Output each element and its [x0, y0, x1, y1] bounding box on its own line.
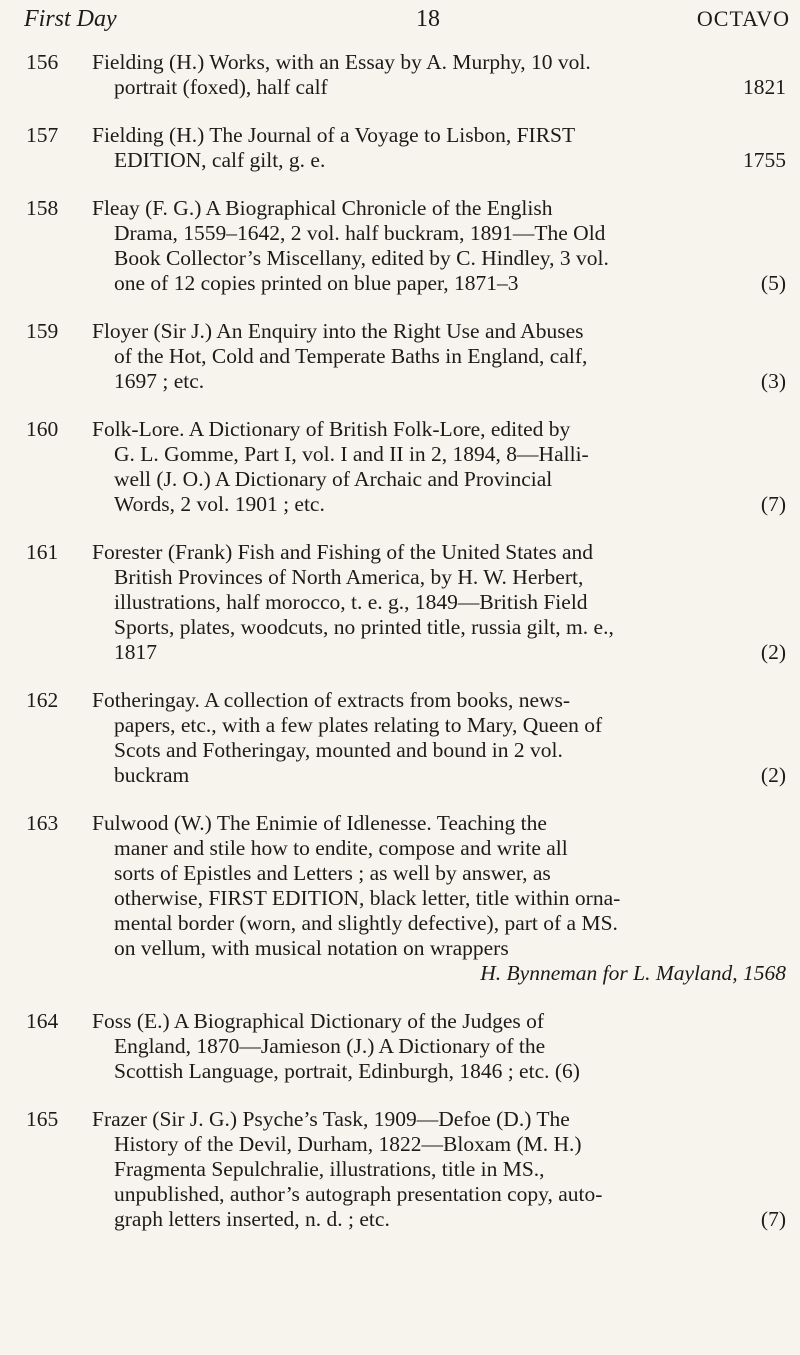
- entry-line: H. Bynneman for L. Mayland, 1568: [480, 961, 786, 985]
- lot-number: 164: [26, 1009, 59, 1033]
- entry-line: [92, 369, 786, 394]
- entry-text: 1697 ; etc.: [114, 369, 205, 393]
- entry-date-count: 1755: [743, 148, 786, 172]
- catalogue-entry: [26, 123, 786, 173]
- lot-number: 161: [26, 540, 59, 564]
- entry-line: sorts of Epistles and Letters ; as well by answer, as: [114, 861, 551, 885]
- entry-date-count: (7): [760, 492, 786, 516]
- entry-line: illustrations, half morocco, t. e. g., 1849—British Field: [114, 590, 588, 614]
- catalogue-entry: [26, 540, 786, 665]
- lot-number: 159: [26, 319, 59, 343]
- entry-line: maner and stile how to endite, compose and write all: [114, 836, 568, 860]
- entry-line: on vellum, with musical notation on wrappers: [114, 936, 509, 960]
- category-label: OCTAVO: [696, 6, 790, 31]
- entry-text: 1817: [114, 640, 157, 664]
- entry-text: Words, 2 vol. 1901 ; etc.: [114, 492, 325, 516]
- entry-date-count: (3): [760, 369, 786, 393]
- entry-line: British Provinces of North America, by H. W. Herbert,: [114, 565, 584, 589]
- catalogue-entry: [26, 1009, 786, 1084]
- catalogue-entry: [26, 811, 786, 986]
- entry-text: one of 12 copies printed on blue paper, 1871–3: [114, 271, 519, 295]
- entry-line: [92, 640, 786, 665]
- section-title: First Day: [24, 6, 117, 32]
- lot-number: 162: [26, 688, 59, 712]
- entry-text: graph letters inserted, n. d. ; etc.: [114, 1207, 390, 1231]
- entry-line: Drama, 1559–1642, 2 vol. half buckram, 1891—The Old: [114, 221, 606, 245]
- lot-number: 157: [26, 123, 59, 147]
- catalogue-entry: [26, 688, 786, 788]
- entry-line: Book Collector’s Miscellany, edited by C. Hindley, 3 vol.: [114, 246, 609, 270]
- entry-line: [92, 492, 786, 517]
- entry-line: Fleay (F. G.) A Biographical Chronicle of the English: [92, 196, 553, 220]
- entry-line: Sports, plates, woodcuts, no printed title, russia gilt, m. e.,: [114, 615, 614, 639]
- entry-line: papers, etc., with a few plates relating to Mary, Queen of: [114, 713, 603, 737]
- entry-line: [92, 763, 786, 788]
- lot-number: 163: [26, 811, 59, 835]
- lot-number: 165: [26, 1107, 59, 1131]
- catalogue-entry: [26, 319, 786, 394]
- entry-line: England, 1870—Jamieson (J.) A Dictionary of the: [114, 1034, 546, 1058]
- entry-line: [92, 75, 786, 100]
- entry-line: Foss (E.) A Biographical Dictionary of the Judges of: [92, 1009, 545, 1033]
- entry-line: Fielding (H.) The Journal of a Voyage to Lisbon, FIRST: [92, 123, 576, 147]
- entry-text: portrait (foxed), half calf: [114, 75, 328, 99]
- lot-number: 156: [26, 50, 59, 74]
- entry-line: well (J. O.) A Dictionary of Archaic and Provincial: [114, 467, 553, 491]
- entry-date-count: (7): [760, 1207, 786, 1231]
- entry-line: History of the Devil, Durham, 1822—Bloxam (M. H.): [114, 1132, 582, 1156]
- entry-line: G. L. Gomme, Part I, vol. I and II in 2, 1894, 8—Halli-: [114, 442, 589, 466]
- entry-line: [92, 271, 786, 296]
- entry-date-count: (2): [760, 763, 786, 787]
- entry-line: Forester (Frank) Fish and Fishing of the United States and: [92, 540, 594, 564]
- entry-line: Frazer (Sir J. G.) Psyche’s Task, 1909—Defoe (D.) The: [92, 1107, 570, 1131]
- lot-number: 160: [26, 417, 59, 441]
- entry-line: unpublished, author’s autograph presentation copy, auto-: [114, 1182, 603, 1206]
- entry-text: EDITION, calf gilt, g. e.: [114, 148, 326, 172]
- entry-date-count: 1821: [743, 75, 786, 99]
- entry-line: [92, 148, 786, 173]
- entry-date-count: (2): [760, 640, 786, 664]
- entry-date-count: (5): [760, 271, 786, 295]
- entry-text: buckram: [114, 763, 190, 787]
- entry-line: Fulwood (W.) The Enimie of Idlenesse. Teaching the: [92, 811, 547, 835]
- catalogue-entries: [26, 50, 786, 1255]
- entry-line: Floyer (Sir J.) An Enquiry into the Right Use and Abuses: [92, 319, 584, 343]
- entry-line: Fragmenta Sepulchralie, illustrations, title in MS.,: [114, 1157, 545, 1181]
- catalogue-entry: [26, 417, 786, 517]
- entry-line: Scots and Fotheringay, mounted and bound in 2 vol.: [114, 738, 563, 762]
- catalogue-entry: [26, 1107, 786, 1232]
- entry-line: otherwise, FIRST EDITION, black letter, title within orna-: [114, 886, 621, 910]
- page-number: 18: [416, 6, 440, 32]
- lot-number: 158: [26, 196, 59, 220]
- entry-line: mental border (worn, and slightly defective), part of a MS.: [114, 911, 618, 935]
- entry-line: of the Hot, Cold and Temperate Baths in England, calf,: [114, 344, 588, 368]
- entry-line: Fotheringay. A collection of extracts from books, news-: [92, 688, 571, 712]
- page-header: [24, 6, 790, 40]
- entry-line: Scottish Language, portrait, Edinburgh, 1846 ; etc. (6): [114, 1059, 580, 1083]
- entry-line: Fielding (H.) Works, with an Essay by A. Murphy, 10 vol.: [92, 50, 591, 74]
- catalogue-entry: [26, 50, 786, 100]
- catalogue-entry: [26, 196, 786, 296]
- entry-line: Folk-Lore. A Dictionary of British Folk-Lore, edited by: [92, 417, 571, 441]
- entry-line: [92, 1207, 786, 1232]
